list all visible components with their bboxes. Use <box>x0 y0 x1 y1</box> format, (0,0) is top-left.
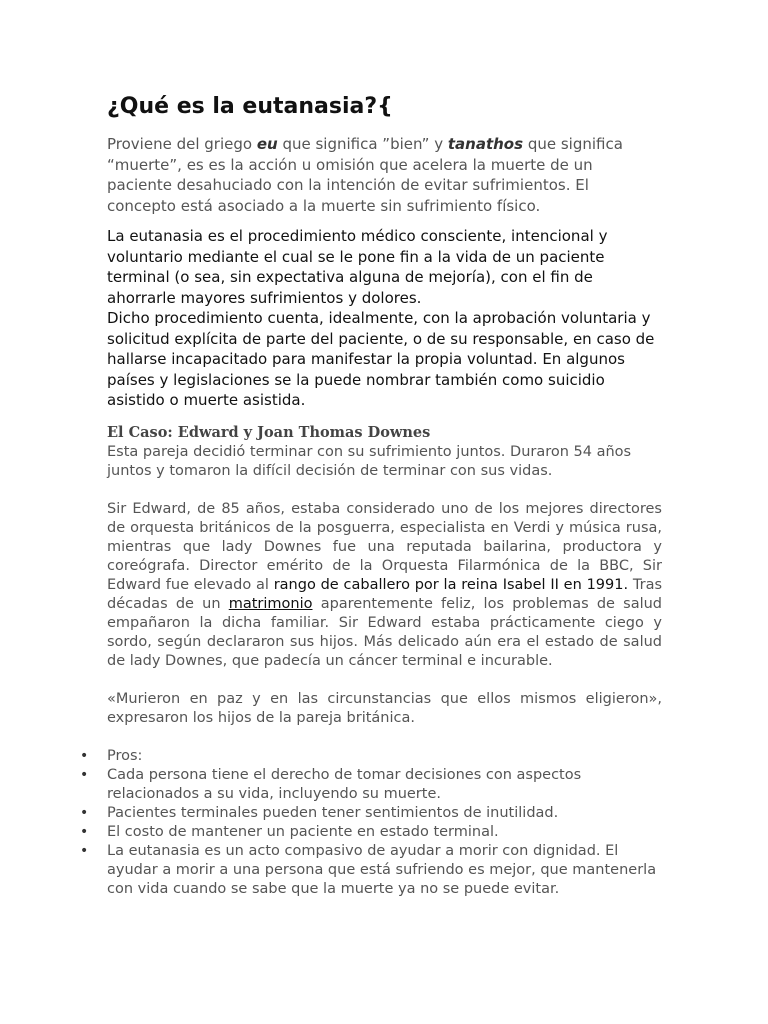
case-heading: El Caso: Edward y Joan Thomas Downes <box>107 423 431 441</box>
list-item-text: Pros: <box>107 747 143 764</box>
bullet-icon: • <box>80 747 89 764</box>
knighthood-link[interactable]: rango de caballero por la reina Isabel II en 1991. <box>273 576 629 593</box>
case-body-a: Sir Edward, de 85 años, estaba considerado uno de los mejores directores de orquesta británicos de la posguerra, especialista en Verdi y música rusa, mientras que lady Downes fue una reputada bailarina, productora y coreógrafa. Director emérito de la Orquesta Filarmónica de la BBC, Sir Edward fue elevado al <box>107 500 662 593</box>
matrimonio-link[interactable]: matrimonio <box>228 595 313 612</box>
case-body-b: Tras décadas de un <box>107 576 663 612</box>
list-item-text: La eutanasia es un acto compasivo de ayudar a morir con dignidad. El ayudar a morir a una persona que está sufriendo es mejor, que mantenerla con vida cuando se sabe que la muerte ya no se puede evitar. <box>107 842 657 897</box>
pros-list <box>80 747 662 899</box>
list-item <box>80 804 662 823</box>
list-item <box>80 747 662 766</box>
term-tanathos: tanathos <box>447 135 524 153</box>
case-quote: «Murieron en paz y en las circunstancias que ellos mismos eligieron», expresaron los hijos de la pareja británica. <box>107 690 662 726</box>
bullet-icon: • <box>80 842 89 859</box>
document-content <box>80 92 663 899</box>
intro-text-2: que significa ”bien” y <box>277 135 448 153</box>
term-eu: eu <box>256 135 278 153</box>
intro-text-3: que significa “muerte”, es es la acción u omisión que acelera la muerte de un paciente desahuciado con la intención de evitar sufrimientos. El concepto está asociado a la muerte sin sufrimiento físico. <box>107 135 623 215</box>
list-item-text: Cada persona tiene el derecho de tomar decisiones con aspectos relacionados a su vida, incluyendo su muerte. <box>107 766 582 802</box>
bullet-icon: • <box>80 804 89 821</box>
list-item <box>80 842 662 899</box>
definition-paragraph-1: La eutanasia es el procedimiento médico consciente, intencional y voluntario mediante el cual se le pone fin a la vida de un paciente terminal (o sea, sin expectativa alguna de mejoría), con el fin de ahorrarle mayores sufrimientos y dolores. <box>107 227 608 307</box>
intro-text-1: Proviene del griego <box>107 135 257 153</box>
list-item <box>80 823 662 842</box>
intro-paragraph <box>107 134 662 216</box>
list-item-text: Pacientes terminales pueden tener sentimientos de inutilidad. <box>107 804 559 821</box>
page-title: ¿Qué es la eutanasia?{ <box>107 94 393 119</box>
list-item <box>80 766 662 804</box>
bullet-icon: • <box>80 823 89 840</box>
case-body-c: aparentemente feliz, los problemas de salud empañaron la dicha familiar. Sir Edward estaba prácticamente ciego y sordo, según declararon sus hijos. Más delicado aún era el estado de salud de lady Downes, que padecía un cáncer terminal e incurable. <box>107 595 663 669</box>
case-body <box>107 500 662 671</box>
definition-paragraph-2: Dicho procedimiento cuenta, idealmente, con la aprobación voluntaria y solicitud explícita de parte del paciente, o de su responsable, en caso de hallarse incapacitado para manifestar la propia voluntad. En algunos países y legislaciones se la puede nombrar también como suicidio asistido o muerte asistida. <box>107 309 655 409</box>
case-intro: Esta pareja decidió terminar con su sufrimiento juntos. Duraron 54 años juntos y tomaron la difícil decisión de terminar con sus vidas. <box>107 443 632 479</box>
list-item-text: El costo de mantener un paciente en estado terminal. <box>107 823 499 840</box>
bullet-icon: • <box>80 766 89 783</box>
